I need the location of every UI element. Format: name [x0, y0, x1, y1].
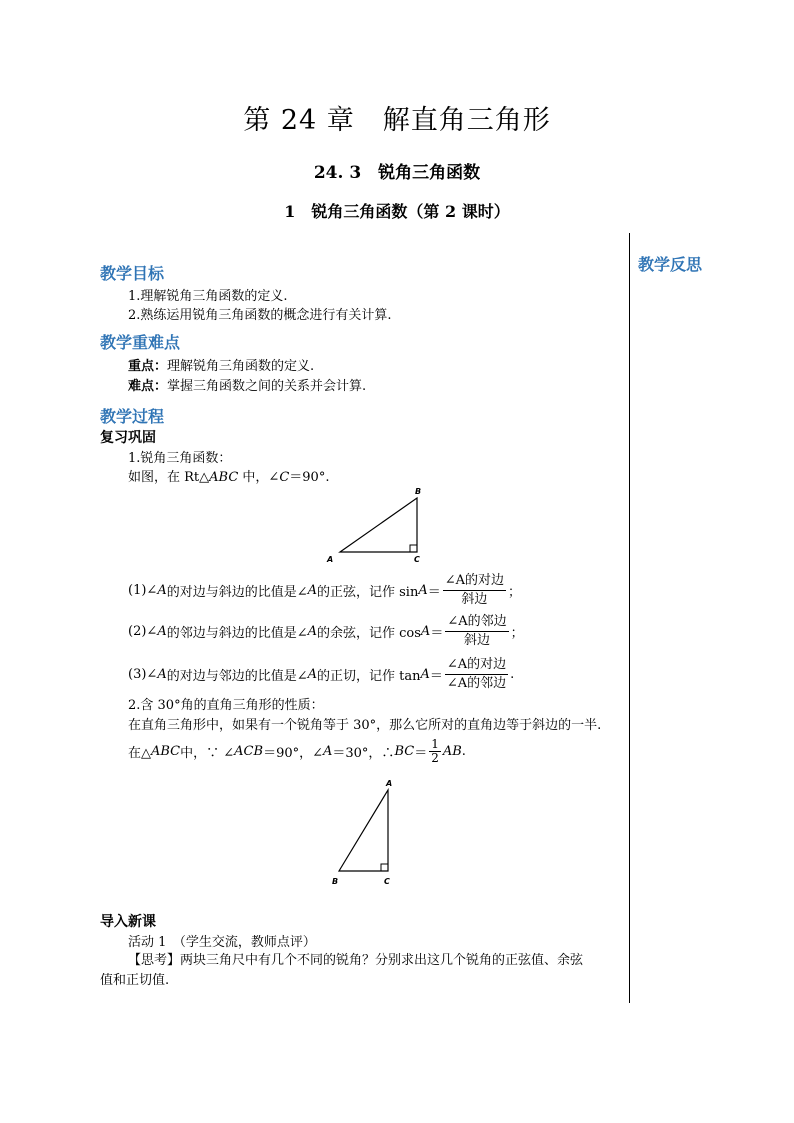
think-line-1: 【思考】两块三角尺中有几个不同的锐角？分别求出这几个锐角的正弦值、余弦 — [128, 953, 584, 968]
column-divider — [629, 233, 630, 1003]
formula-d: ＝30°，∴ — [332, 745, 395, 761]
item1-intro-a: 如图，在 Rt△ — [128, 470, 210, 485]
formula-e: ＝ — [414, 745, 428, 761]
tan-a2: A — [307, 666, 317, 682]
item1-intro-d: ＝90°. — [289, 470, 330, 485]
half-denominator: 2 — [431, 750, 439, 765]
tan-a3: A — [420, 666, 430, 682]
cos-end: ； — [510, 625, 524, 641]
half-numerator: 1 — [431, 736, 439, 751]
keypoints-heading: 教学重难点 — [100, 333, 181, 352]
triangle-figure-1 — [320, 482, 430, 566]
triangle-2-shape — [339, 790, 388, 871]
fig2-label-c: C — [384, 877, 390, 886]
item2-formula — [128, 733, 466, 769]
item2-text: 在直角三角形中，如果有一个锐角等于 30°，那么它所对的直角边等于斜边的一半. — [128, 718, 602, 733]
intro-heading: 导入新课 — [100, 914, 156, 930]
sin-prefix: (1)∠ — [128, 582, 158, 598]
formula-f: . — [461, 743, 466, 759]
formula-ab: AB — [442, 743, 462, 759]
sin-numerator: ∠A的对边 — [443, 572, 506, 591]
tan-mid2: 的正切，记作 tan — [317, 668, 421, 684]
key-label: 重点： — [128, 359, 168, 374]
goal-item-1: 1.理解锐角三角函数的定义. — [128, 289, 288, 304]
item1-title: 1.锐角三角函数： — [128, 451, 232, 466]
formula-angle-a: A — [323, 743, 333, 759]
tan-denominator: ∠A的邻边 — [446, 675, 507, 691]
cos-a1: A — [157, 623, 167, 639]
item1-intro-b: 中，∠ — [238, 470, 280, 485]
reflection-heading: 教学反思 — [638, 255, 703, 274]
sin-a3: A — [418, 582, 428, 598]
cos-mid: 的邻边与斜边的比值是∠ — [166, 625, 308, 641]
cos-eq: ＝ — [430, 625, 444, 641]
sin-a2: A — [307, 582, 317, 598]
item1-intro-abc: ABC — [209, 470, 239, 485]
tan-a1: A — [157, 666, 167, 682]
cos-fraction — [445, 613, 508, 650]
think-line-2: 值和正切值. — [100, 973, 170, 988]
chapter-title: 第 24 章 解直角三角形 — [243, 105, 551, 136]
formula-a: 在△ — [128, 745, 151, 761]
fig2-label-a: A — [386, 779, 393, 788]
cos-a3: A — [420, 623, 431, 639]
review-heading: 复习巩固 — [100, 430, 156, 446]
section-title: 24. 3 锐角三角函数 — [313, 163, 481, 183]
half-fraction — [429, 738, 441, 765]
tan-definition — [128, 654, 514, 694]
process-heading: 教学过程 — [100, 407, 165, 426]
difficult-label: 难点： — [128, 379, 168, 394]
formula-bc: BC — [394, 743, 415, 759]
triangle-1-shape — [340, 498, 417, 552]
sin-denominator: 斜边 — [461, 591, 488, 607]
cos-mid2: 的余弦，记作 cos — [317, 625, 421, 641]
item1-intro-c: C — [279, 470, 290, 485]
cos-a2: A — [307, 623, 317, 639]
fig2-label-b: B — [332, 877, 339, 886]
sin-fraction — [443, 572, 506, 609]
lesson-title: 1 锐角三角函数（第 2 课时） — [284, 202, 510, 221]
fig1-label-a: A — [327, 555, 334, 564]
sin-a1: A — [157, 582, 167, 598]
goals-heading: 教学目标 — [100, 264, 165, 283]
fig1-label-c: C — [414, 555, 420, 564]
right-angle-mark-2 — [381, 864, 388, 871]
sin-mid: 的对边与斜边的比值是∠ — [166, 584, 308, 600]
right-angle-mark-1 — [410, 545, 417, 552]
tan-eq: ＝ — [429, 668, 443, 684]
cos-prefix: (2)∠ — [128, 623, 158, 639]
difficult-point — [128, 375, 366, 394]
key-point — [128, 355, 314, 374]
sin-end: ； — [508, 584, 522, 600]
cos-definition — [128, 611, 524, 651]
item2-title: 2.含 30°角的直角三角形的性质： — [128, 698, 324, 713]
fig1-label-b: B — [415, 487, 422, 496]
activity-line: 活动 1 （学生交流，教师点评） — [128, 935, 316, 950]
tan-fraction — [445, 656, 508, 693]
formula-acb: ACB — [234, 743, 264, 759]
triangle-figure-2 — [325, 776, 405, 892]
difficult-text: 掌握三角函数之间的关系并会计算. — [167, 379, 367, 394]
sin-definition — [128, 570, 521, 610]
tan-prefix: (3)∠ — [128, 666, 158, 682]
formula-b: 中，∵ ∠ — [180, 745, 235, 761]
formula-c: ＝90°，∠ — [263, 745, 323, 761]
cos-denominator: 斜边 — [463, 632, 490, 648]
formula-abc: ABC — [151, 743, 181, 759]
sin-mid2: 的正弦，记作 sin — [317, 584, 419, 600]
cos-numerator: ∠A的邻边 — [445, 613, 508, 632]
sin-eq: ＝ — [427, 584, 441, 600]
key-text: 理解锐角三角函数的定义. — [167, 359, 315, 374]
goal-item-2: 2.熟练运用锐角三角函数的概念进行有关计算. — [128, 308, 392, 323]
item1-intro — [128, 466, 329, 485]
tan-mid: 的对边与邻边的比值是∠ — [166, 668, 308, 684]
tan-end: . — [510, 666, 515, 682]
tan-numerator: ∠A的对边 — [445, 656, 508, 675]
